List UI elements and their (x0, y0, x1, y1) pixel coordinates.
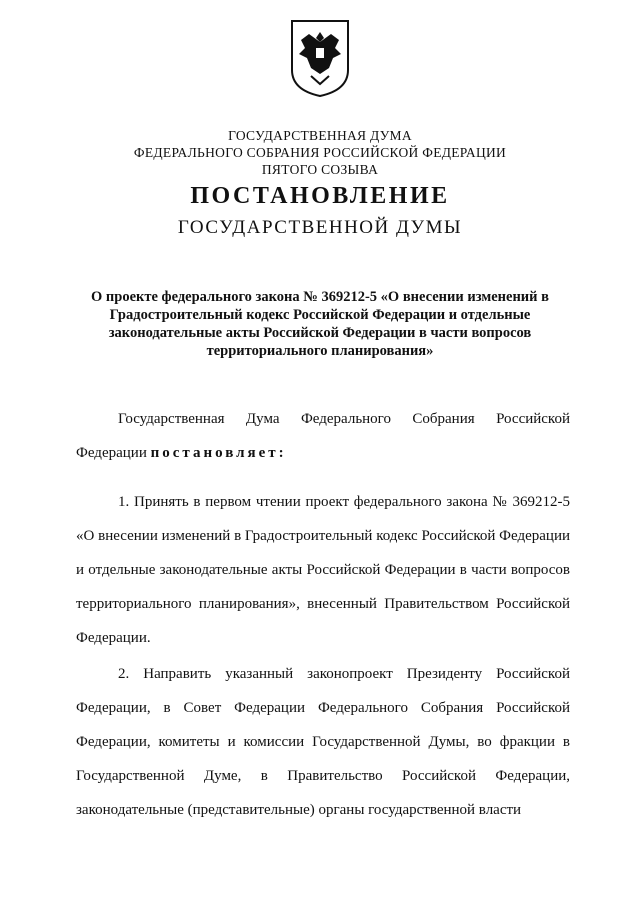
preamble-paragraph (76, 402, 570, 470)
preamble-verb: постановляет: (150, 445, 287, 461)
header-line-1: ГОСУДАРСТВЕННАЯ ДУМА (228, 128, 412, 143)
state-emblem-icon (289, 18, 351, 98)
document-subtitle: ГОСУДАРСТВЕННОЙ ДУМЫ (177, 217, 463, 238)
document-title: ПОСТАНОВЛЕНИЕ (190, 183, 450, 209)
item-paragraph-1: 1. Принять в первом чтении проект федерального закона № 369212-5 «О внесении изменений в Градостроительный кодекс Российской Федерации и отдельные законодательные акты Российской Федерации в части вопросов территориального планирования», внесенный Правительством Российской Федерации. (76, 494, 570, 646)
preamble-text: Государственная Дума Федерального Собрания Российской Федерации (76, 411, 570, 461)
header-line-2: ФЕДЕРАЛЬНОГО СОБРАНИЯ РОССИЙСКОЙ ФЕДЕРАЦИИ (133, 145, 507, 160)
header-line-3: ПЯТОГО СОЗЫВА (261, 162, 379, 177)
document-subject: О проекте федерального закона № 369212-5 «О внесении изменений в Градостроительный кодекс Российской Федерации и отдельные законодательные акты Российской Федерации в части вопросов территориального планирования» (91, 289, 549, 359)
item-paragraph-2: 2. Направить указанный законопроект Президенту Российской Федерации, в Совет Федерации Федерального Собрания Российской Федерации, комитеты и комиссии Государственной Думы, во фракции в Государственной Думе, в Правительство Российской Федерации, законодательные (представительные) органы государственной власти (76, 666, 570, 818)
